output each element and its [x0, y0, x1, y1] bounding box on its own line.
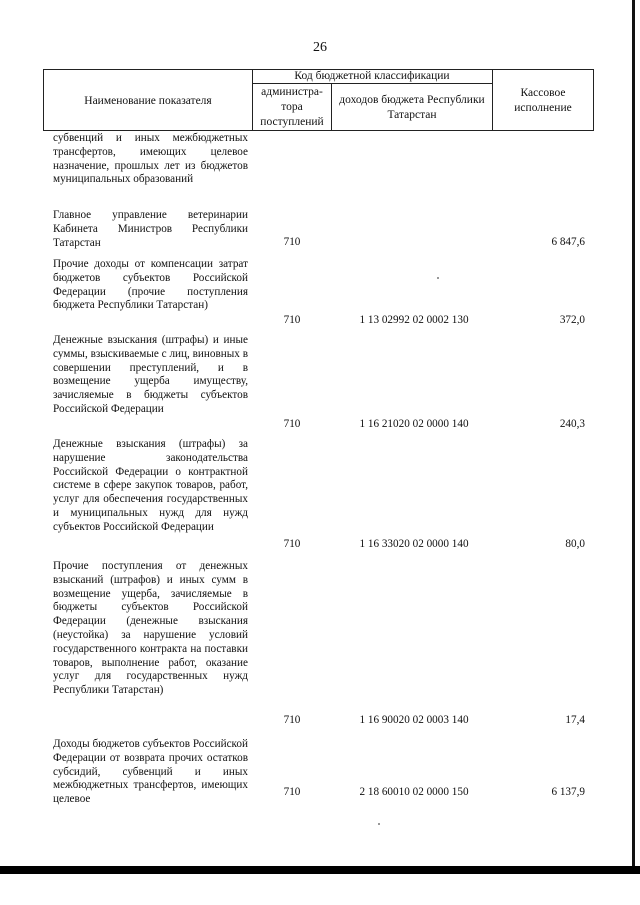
row-admin-code: 710 — [283, 786, 301, 798]
header-divider-name — [252, 69, 253, 131]
row-name: Доходы бюджетов субъектов Российской Федерации от возврата прочих остатков субсидий, субвенций и иных межбюджетных трансфертов, имеющих целевое — [53, 738, 248, 806]
row-amount: 240,3 — [559, 418, 585, 430]
row-amount: 17,4 — [565, 714, 585, 726]
row-name: Денежные взыскания (штрафы) за нарушение законодательства Российской Федерации о контрактной системе в сфере закупок товаров, работ, услуг для обеспечения государственных и муниципальных нужд для нужд субъектов Российской Федерации — [53, 438, 248, 533]
row-name: Прочие доходы от компенсации затрат бюджетов субъектов Российской Федерации (прочие поступления бюджета Республики Татарстан) — [53, 258, 248, 312]
header-bottom-border — [43, 130, 594, 131]
row-revenue-code: 1 13 02992 02 0002 130 — [359, 314, 469, 326]
page-number: 26 — [313, 40, 327, 55]
header-name-column: Наименование показателя — [84, 95, 212, 107]
row-name: субвенций и иных межбюджетных трансфертов, имеющих целевое назначение, прошлых лет из бюджетов муниципальных образований — [53, 132, 248, 186]
row-revenue-code: 1 16 33020 02 0000 140 — [359, 538, 469, 550]
scan-edge-bottom — [0, 866, 640, 874]
table-right-border — [593, 69, 594, 131]
header-divider-admin — [331, 83, 332, 131]
table-left-border — [43, 69, 44, 131]
header-admin-column: администра-тора поступлений — [260, 86, 324, 128]
row-revenue-code: 1 16 90020 02 0003 140 — [359, 714, 469, 726]
row-revenue-code: 2 18 60010 02 0000 150 — [359, 786, 469, 798]
scan-edge-right — [632, 0, 635, 870]
row-amount: 80,0 — [565, 538, 585, 550]
row-amount: 6 137,9 — [551, 786, 585, 798]
header-amount-column: Кассовое исполнение — [514, 87, 572, 114]
row-admin-code: 710 — [283, 418, 301, 430]
row-admin-code: 710 — [283, 538, 301, 550]
row-name: Главное управление ветеринарии Кабинета Министров Республики Татарстан — [53, 209, 248, 249]
header-code-group: Код бюджетной классификации — [294, 70, 450, 82]
scan-speck — [437, 277, 439, 279]
row-name: Прочие поступления от денежных взысканий (штрафов) и иных сумм в возмещение ущерба, зачисляемые в бюджеты субъектов Российской Федерации (денежные взыскания (неустойка) за нарушение условий государственного контракта на поставки товаров, выполнение работ, оказание услуг для государственных нужд Республики Татарстан) — [53, 560, 248, 697]
row-admin-code: 710 — [283, 314, 301, 326]
row-admin-code: 710 — [283, 236, 301, 248]
row-revenue-code: 1 16 21020 02 0000 140 — [359, 418, 469, 430]
row-name: Денежные взыскания (штрафы) и иные суммы, взыскиваемые с лиц, виновных в совершении преступлений, и в возмещение ущерба имуществу, зачисляемые в бюджеты субъектов Российской Федерации — [53, 334, 248, 415]
row-amount: 6 847,6 — [551, 236, 585, 248]
header-divider-code — [492, 69, 493, 131]
header-revenue-column: доходов бюджета Республики Татарстан — [339, 94, 485, 121]
row-amount: 372,0 — [559, 314, 585, 326]
row-admin-code: 710 — [283, 714, 301, 726]
scan-speck — [378, 823, 380, 825]
